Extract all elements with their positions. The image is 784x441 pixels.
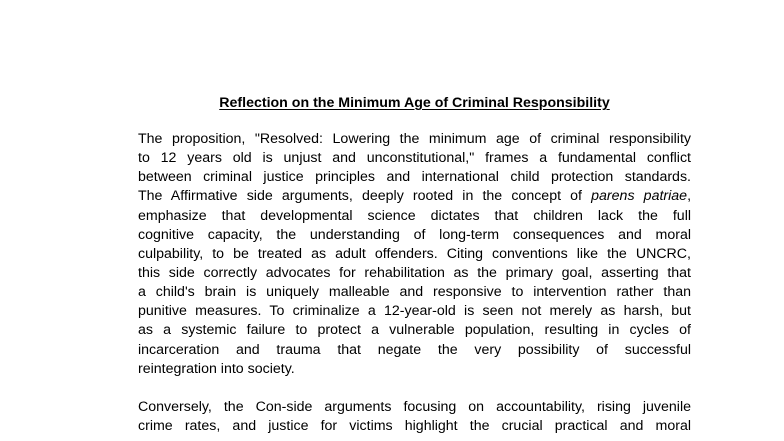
paragraph-1-line-3: between criminal justice principles and international child protection standards.: [138, 169, 691, 186]
italic-term: parens patriae: [591, 188, 688, 205]
paragraph-1-line-9: a child's brain is uniquely malleable and responsive to intervention rather than: [138, 284, 691, 301]
paragraph-1-line-1: The proposition, "Resolved: Lowering the minimum age of criminal responsibility: [138, 131, 691, 147]
paragraph-1-line-11: as a systemic failure to protect a vulnerable population, resulting in cycles of: [138, 322, 691, 339]
paragraph-1-line-2: to 12 years old is unjust and unconstitutional," frames a fundamental conflict: [138, 150, 691, 167]
paragraph-1-line-13: reintegration into society.: [138, 360, 295, 377]
paragraph-1-line-10: punitive measures. To criminalize a 12-year-old is seen not merely as harsh, but: [138, 303, 691, 320]
paragraph-1-line-7: culpability, to be treated as adult offenders. Citing conventions like the UNCRC,: [138, 245, 691, 262]
paragraph-1-line-5: emphasize that developmental science dictates that children lack the full: [138, 207, 691, 224]
paragraph-1-line-8: this side correctly advocates for rehabilitation as the primary goal, asserting that: [138, 264, 691, 281]
paragraph-1-line-12: incarceration and trauma that negate the very possibility of successful: [138, 341, 691, 358]
document-title: Reflection on the Minimum Age of Criminal Responsibility: [219, 95, 610, 111]
paragraph-2: [138, 398, 691, 436]
paragraph-1-line-6: cognitive capacity, the understanding of long-term consequences and moral: [138, 226, 691, 243]
paragraph-1: [138, 130, 691, 379]
paragraph-1-line-4: [138, 187, 691, 206]
line-4-punct: ,: [687, 188, 692, 205]
paragraph-2-line-1: Conversely, the Con-side arguments focusing on accountability, rising juvenile: [138, 399, 691, 415]
paragraph-2-line-2: crime rates, and justice for victims highlight the crucial practical and moral: [138, 418, 691, 435]
line-4-text: The Affirmative side arguments, deeply rooted in the concept of: [138, 188, 592, 205]
